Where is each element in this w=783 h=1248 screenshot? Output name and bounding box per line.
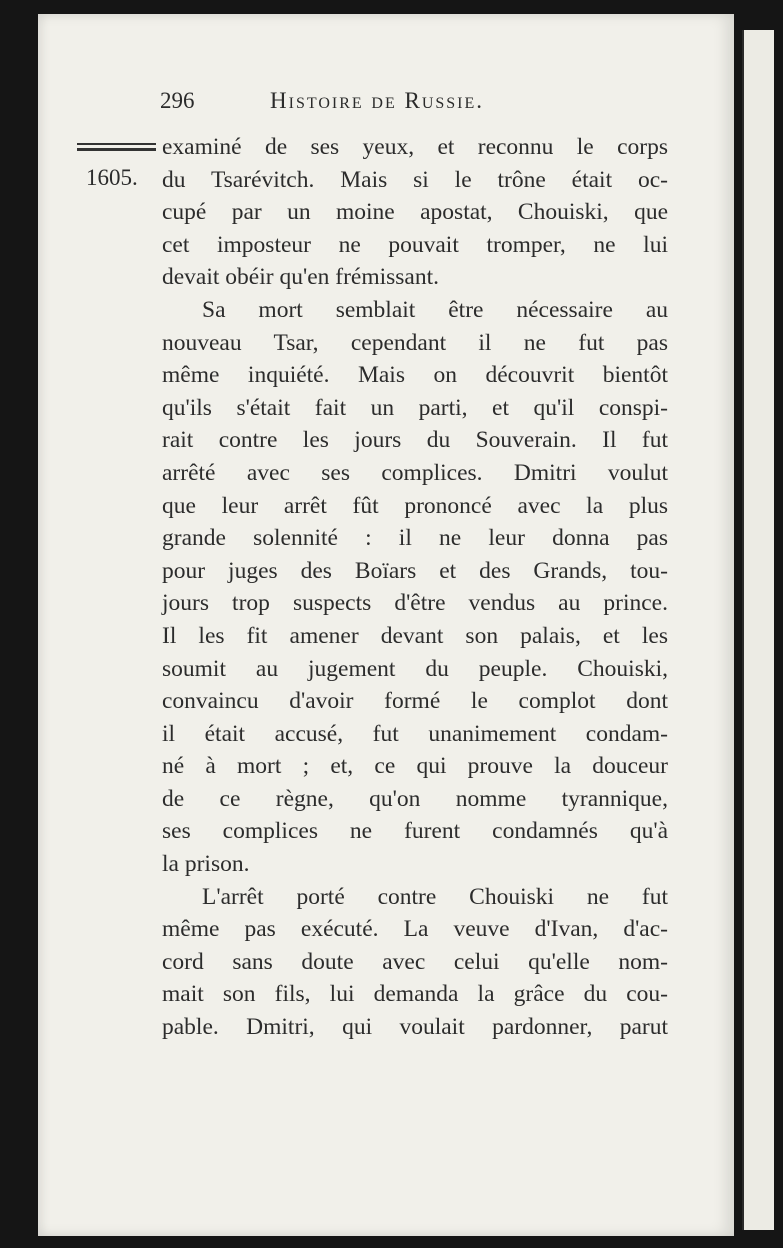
text-line: rait contre les jours du Souverain. Il fut bbox=[162, 427, 668, 454]
text-line: même inquiété. Mais on découvrit bientôt bbox=[162, 362, 668, 389]
page-number: 296 bbox=[160, 88, 195, 113]
text-line: grande solennité : il ne leur donna pas bbox=[162, 525, 668, 552]
text-line: même pas exécuté. La veuve d'Ivan, d'ac- bbox=[162, 916, 668, 943]
running-head bbox=[160, 88, 580, 114]
paragraph-2 bbox=[162, 294, 668, 881]
text-line: pour juges des Boïars et des Grands, tou- bbox=[162, 557, 668, 584]
facing-page-edge bbox=[742, 30, 774, 1230]
text-line: que leur arrêt fût prononcé avec la plus bbox=[162, 492, 668, 519]
text-line: devait obéir qu'en frémissant. bbox=[162, 264, 440, 291]
running-title: Histoire de Russie. bbox=[270, 88, 485, 113]
section-rule bbox=[77, 143, 156, 151]
text-line: né à mort ; et, ce qui prouve la douceur bbox=[162, 753, 668, 780]
text-line: convaincu d'avoir formé le complot dont bbox=[162, 688, 668, 715]
paragraph-3 bbox=[162, 881, 668, 1044]
text-line: soumit au jugement du peuple. Chouiski, bbox=[162, 655, 668, 682]
text-line: jours trop suspects d'être vendus au prince. bbox=[162, 590, 668, 617]
text-line: pable. Dmitri, qui voulait pardonner, parut bbox=[162, 1014, 668, 1041]
text-line: cupé par un moine apostat, Chouiski, que bbox=[162, 199, 668, 226]
text-line: Il les fit amener devant son palais, et les bbox=[162, 622, 668, 649]
text-line: qu'ils s'était fait un parti, et qu'il conspi- bbox=[162, 394, 668, 421]
text-line: cord sans doute avec celui qu'elle nom- bbox=[162, 948, 668, 975]
text-line: il était accusé, fut unanimement condam- bbox=[162, 720, 668, 747]
paragraph-1 bbox=[162, 131, 668, 294]
text-line: nouveau Tsar, cependant il ne fut pas bbox=[162, 329, 668, 356]
text-line: examiné de ses yeux, et reconnu le corps bbox=[162, 134, 668, 160]
text-line: la prison. bbox=[162, 851, 250, 878]
text-line: de ce règne, qu'on nomme tyrannique, bbox=[162, 785, 668, 812]
text-line: mait son fils, lui demanda la grâce du cou- bbox=[162, 981, 668, 1008]
margin-year: 1605. bbox=[86, 165, 138, 190]
text-line: Sa mort semblait être nécessaire au bbox=[202, 296, 668, 323]
text-line: arrêté avec ses complices. Dmitri voulut bbox=[162, 459, 668, 486]
body-text bbox=[162, 131, 668, 1044]
text-line: du Tsarévitch. Mais si le trône était oc- bbox=[162, 166, 668, 193]
text-line: cet imposteur ne pouvait tromper, ne lui bbox=[162, 231, 668, 258]
text-line: ses complices ne furent condamnés qu'à bbox=[162, 818, 668, 845]
text-line: L'arrêt porté contre Chouiski ne fut bbox=[202, 883, 668, 910]
